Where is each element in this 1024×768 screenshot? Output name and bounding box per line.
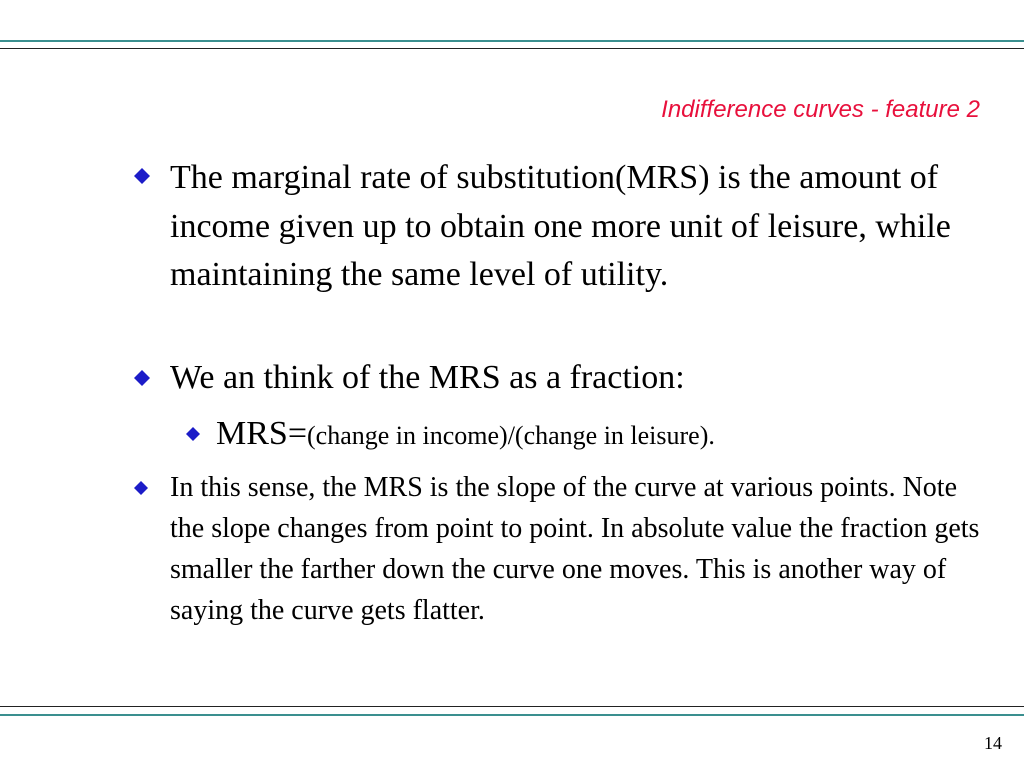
diamond-bullet-icon	[134, 481, 148, 495]
bullet-item-mrs-slope	[134, 467, 984, 631]
bullet-text: In this sense, the MRS is the slope of the curve at various points. Note the slope changes from point to point. In absolute value the fraction gets smaller the farther down the curve one moves. This is another way of saying the curve gets flatter.	[170, 472, 980, 626]
diamond-bullet-icon	[134, 168, 150, 184]
diamond-bullet-icon	[186, 427, 200, 441]
slide-title: Indifference curves - feature 2	[661, 96, 980, 123]
formula-rest: (change in income)/(change in leisure).	[307, 421, 715, 450]
bullet-text: We an think of the MRS as a fraction:	[170, 359, 685, 396]
bullet-item-mrs-fraction	[134, 356, 984, 400]
bullet-text: The marginal rate of substitution(MRS) is the amount of income given up to obtain one more unit of leisure, while maintaining the same level of utility.	[170, 159, 951, 293]
top-accent-rule	[0, 40, 1024, 42]
top-divider-rule	[0, 48, 1024, 49]
bottom-divider-rule	[0, 706, 1024, 707]
formula-lead: MRS=	[216, 415, 307, 452]
bullet-item-mrs-definition	[134, 154, 984, 300]
bottom-accent-rule	[0, 714, 1024, 716]
diamond-bullet-icon	[134, 370, 150, 386]
page-number: 14	[984, 733, 1002, 753]
sub-bullet-item-mrs-formula	[186, 414, 986, 456]
